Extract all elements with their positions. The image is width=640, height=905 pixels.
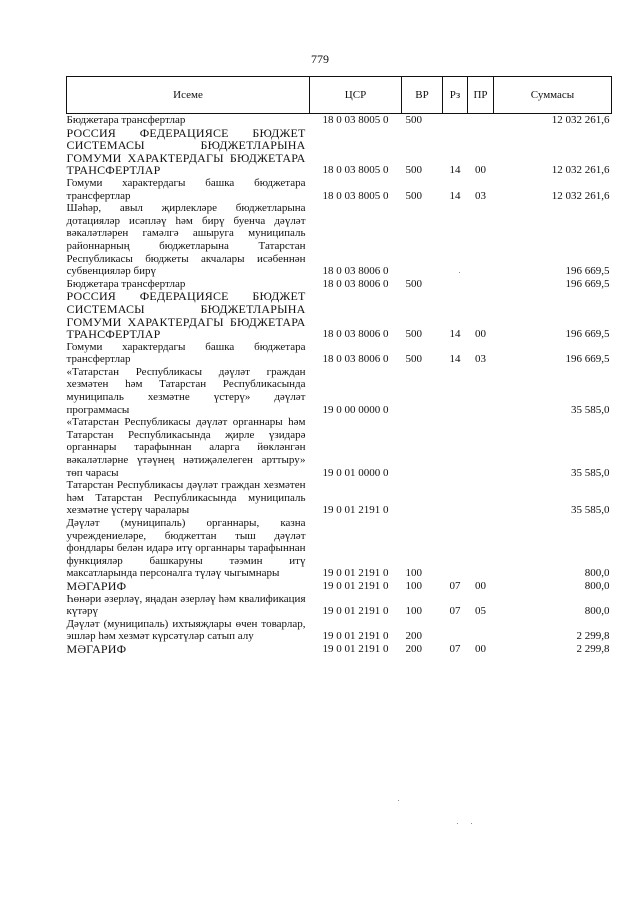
cell-pr xyxy=(468,517,494,580)
table-row xyxy=(67,479,612,517)
cell-pr xyxy=(468,416,494,479)
cell-rz xyxy=(443,416,468,479)
header-csr: ЦСР xyxy=(310,77,402,114)
cell-csr: 19 0 01 2191 0 xyxy=(322,504,389,517)
cell-name: МӘГАРИФ xyxy=(66,641,127,656)
cell-rz xyxy=(443,517,468,580)
cell-pr: 00 xyxy=(475,642,486,655)
header-vr: ВР xyxy=(402,77,443,114)
cell-rz: 14 xyxy=(449,189,461,202)
cell-name: Бюджетара трансфертлар xyxy=(66,277,186,290)
cell-vr xyxy=(402,366,443,416)
table-row xyxy=(67,202,612,278)
cell-pr xyxy=(468,366,494,416)
cell-rz: 07 xyxy=(449,642,461,655)
table-row xyxy=(67,517,612,580)
cell-pr: 00 xyxy=(475,579,486,592)
cell-sum: 800,0 xyxy=(584,579,610,592)
cell-name: Шәһәр, авыл җирлекләре бюджетларына дотацияләр исәпләү һәм бирү буенча дәүләт вәкаләтләрен гамәлгә ашыруга муниципаль районнарның бюджетларына Татарстан Республикасы бюджеты акчалары исәбеннән субвенцияләр бирү xyxy=(66,202,306,278)
cell-sum: 35 585,0 xyxy=(571,466,610,479)
table-row xyxy=(67,580,612,593)
table-row xyxy=(67,290,612,340)
cell-name: Дәүләт (муниципаль) ихтыяҗлары өчен товарлар, эшләр һәм хезмәт күрсәтүләр сатып алу xyxy=(66,617,306,643)
cell-vr: 200 xyxy=(405,642,422,655)
table-header xyxy=(67,77,612,114)
cell-rz xyxy=(443,202,468,278)
cell-sum: 196 669,5 xyxy=(565,277,610,290)
cell-csr: 19 0 01 2191 0 xyxy=(322,642,389,655)
table-body xyxy=(67,114,612,656)
cell-pr xyxy=(468,278,494,291)
cell-vr: 100 xyxy=(405,567,422,580)
cell-pr xyxy=(468,479,494,517)
cell-name: «Татарстан Республикасы дәүләт органнары һәм Татарстан Республикасында җирле үзидарә органнары тарафыннан аларга йөкләнгән вәкаләтләрне үтәүнең нәтиҗәлелеген арттыру» төп чарасы xyxy=(66,416,306,479)
cell-sum: 12 032 261,6 xyxy=(551,189,610,202)
cell-name: Гомуми характердагы башка бюджетара трансфертлар xyxy=(66,340,306,366)
cell-rz xyxy=(443,618,468,643)
table-row xyxy=(67,341,612,366)
cell-csr: 18 0 03 8006 0 xyxy=(322,328,389,341)
cell-name: РОССИЯ ФЕДЕРАЦИЯСЕ БЮДЖЕТ СИСТЕМАСЫ БЮДЖЕТЛАРЫНА ГОМУМИ ХАРАКТЕРДАГЫ БЮДЖЕТАРА ТРАНСФЕРТЛАР xyxy=(66,289,306,342)
cell-vr xyxy=(402,479,443,517)
cell-name: Бюджетара трансфертлар xyxy=(66,114,186,126)
cell-vr: 500 xyxy=(405,328,422,341)
cell-name: Гомуми характердагы башка бюджетара трансфертлар xyxy=(66,176,306,202)
cell-name: Татарстан Республикасы дәүләт граждан хезмәтен һәм Татарстан Республикасында муниципаль хезмәтне үстерү чаралары xyxy=(66,479,306,517)
scan-speck xyxy=(457,823,458,824)
cell-csr: 19 0 00 0000 0 xyxy=(322,403,389,416)
cell-sum: 196 669,5 xyxy=(565,353,610,366)
cell-csr: 18 0 03 8005 0 xyxy=(322,189,389,202)
cell-csr: 18 0 03 8006 0 xyxy=(322,353,389,366)
cell-csr: 18 0 03 8006 0 xyxy=(322,265,389,278)
cell-csr: 18 0 03 8005 0 xyxy=(322,164,389,177)
cell-name: РОССИЯ ФЕДЕРАЦИЯСЕ БЮДЖЕТ СИСТЕМАСЫ БЮДЖЕТЛАРЫНА ГОМУМИ ХАРАКТЕРДАГЫ БЮДЖЕТАРА ТРАНСФЕРТЛАР xyxy=(66,125,306,178)
cell-pr: 05 xyxy=(475,605,486,618)
table-row xyxy=(67,127,612,177)
cell-sum: 196 669,5 xyxy=(565,265,610,278)
cell-sum: 800,0 xyxy=(584,567,610,580)
table-row xyxy=(67,114,612,127)
cell-sum: 35 585,0 xyxy=(571,504,610,517)
table-row xyxy=(67,177,612,202)
cell-sum: 196 669,5 xyxy=(565,328,610,341)
cell-vr: 500 xyxy=(405,353,422,366)
cell-name: МӘГАРИФ xyxy=(66,578,127,593)
cell-csr: 18 0 03 8005 0 xyxy=(322,114,389,126)
cell-vr: 200 xyxy=(405,630,422,643)
cell-pr: 00 xyxy=(475,164,486,177)
cell-vr: 500 xyxy=(405,114,422,126)
cell-rz: 14 xyxy=(449,353,461,366)
cell-rz xyxy=(443,479,468,517)
cell-pr: 03 xyxy=(475,189,486,202)
budget-table xyxy=(66,76,612,656)
cell-pr xyxy=(468,114,494,127)
cell-sum: 35 585,0 xyxy=(571,403,610,416)
cell-pr: 03 xyxy=(475,353,486,366)
table-row xyxy=(67,618,612,643)
header-name: Исеме xyxy=(67,77,310,114)
cell-rz xyxy=(443,114,468,127)
cell-pr xyxy=(468,202,494,278)
header-pr: ПР xyxy=(468,77,494,114)
cell-name: Һөнәри әзерләү, яңадан әзерләү һәм квалификация күтәрү xyxy=(66,592,306,618)
cell-pr: 00 xyxy=(475,328,486,341)
cell-csr: 18 0 03 8006 0 xyxy=(322,277,389,290)
cell-vr: 100 xyxy=(405,605,422,618)
cell-rz xyxy=(443,366,468,416)
page-number: 779 xyxy=(311,52,329,66)
cell-csr: 19 0 01 2191 0 xyxy=(322,567,389,580)
cell-rz xyxy=(443,278,468,291)
cell-vr: 500 xyxy=(405,189,422,202)
cell-vr xyxy=(402,202,443,278)
cell-sum: 800,0 xyxy=(584,605,610,618)
cell-rz: 07 xyxy=(449,579,461,592)
table-row xyxy=(67,416,612,479)
header-rz: Рз xyxy=(443,77,468,114)
cell-csr: 19 0 01 2191 0 xyxy=(322,579,389,592)
cell-vr: 500 xyxy=(405,277,422,290)
cell-sum: 12 032 261,6 xyxy=(551,164,610,177)
cell-sum: 2 299,8 xyxy=(576,630,610,643)
cell-pr xyxy=(468,618,494,643)
cell-vr xyxy=(402,416,443,479)
scan-speck xyxy=(398,800,399,801)
cell-rz: 14 xyxy=(449,328,461,341)
cell-vr: 500 xyxy=(405,164,422,177)
cell-vr: 100 xyxy=(405,579,422,592)
scan-speck xyxy=(471,823,472,824)
scan-speck xyxy=(459,272,460,273)
cell-rz: 14 xyxy=(449,164,461,177)
table-row xyxy=(67,366,612,416)
cell-sum: 2 299,8 xyxy=(576,642,610,655)
cell-rz: 07 xyxy=(449,605,461,618)
cell-name: Дәүләт (муниципаль) органнары, казна учреждениеләре, бюджеттан тыш дәүләт фондлары белән идарә итү органнары тарафыннан функцияләр башкаруны тәэмин итү максатларында персоналга түләү чыгымнары xyxy=(66,517,306,580)
table-row xyxy=(67,643,612,656)
cell-csr: 19 0 01 2191 0 xyxy=(322,605,389,618)
header-sum: Суммасы xyxy=(494,77,612,114)
cell-name: «Татарстан Республикасы дәүләт граждан хезмәтен һәм Татарстан Республикасында муниципаль хезмәтне үстерү» дәүләт программасы xyxy=(66,365,306,416)
cell-csr: 19 0 01 2191 0 xyxy=(322,630,389,643)
table-row xyxy=(67,593,612,618)
cell-csr: 19 0 01 0000 0 xyxy=(322,466,389,479)
cell-sum: 12 032 261,6 xyxy=(551,114,610,126)
